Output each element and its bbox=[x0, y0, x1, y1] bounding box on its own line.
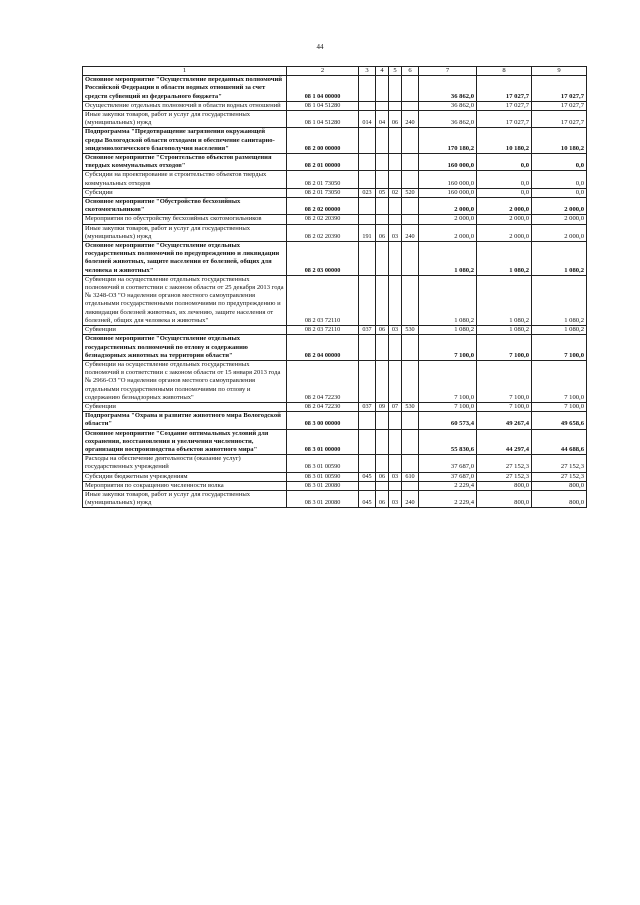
table-row bbox=[83, 101, 587, 110]
row-value-col8: 1 080,2 bbox=[477, 275, 532, 325]
row-value-col7: 160 000,0 bbox=[419, 154, 477, 171]
table-row bbox=[83, 128, 587, 154]
column-header: 3 bbox=[359, 67, 376, 76]
row-value-col9: 2 000,0 bbox=[532, 224, 587, 241]
row-name: Основное мероприятие "Обустройство бесхозяйных скотомогильников" bbox=[83, 198, 287, 215]
row-name: Основное мероприятие "Строительство объектов размещения твердых коммунальных отходов" bbox=[83, 154, 287, 171]
row-section-code bbox=[376, 198, 389, 215]
row-section-code bbox=[376, 412, 389, 429]
row-section-code bbox=[376, 455, 389, 472]
row-section-code: 09 bbox=[376, 402, 389, 411]
row-value-col9: 10 180,2 bbox=[532, 128, 587, 154]
row-expense-type: 520 bbox=[402, 188, 419, 197]
row-code: 08 3 01 00590 bbox=[287, 455, 359, 472]
row-subsection-code bbox=[389, 360, 402, 402]
row-value-col7: 7 100,0 bbox=[419, 360, 477, 402]
column-header: 5 bbox=[389, 67, 402, 76]
row-expense-type bbox=[402, 275, 419, 325]
row-name: Основное мероприятие "Осуществление отдельных государственных полномочий по отлову и содержанию безнадзорных животных на территории области" bbox=[83, 335, 287, 361]
row-ministry-code bbox=[359, 275, 376, 325]
column-header: 4 bbox=[376, 67, 389, 76]
row-ministry-code bbox=[359, 360, 376, 402]
row-subsection-code bbox=[389, 455, 402, 472]
row-code: 08 2 01 00000 bbox=[287, 154, 359, 171]
row-value-col8: 800,0 bbox=[477, 481, 532, 490]
table-row bbox=[83, 275, 587, 325]
row-section-code bbox=[376, 481, 389, 490]
row-code: 08 2 01 73050 bbox=[287, 188, 359, 197]
row-subsection-code: 03 bbox=[389, 490, 402, 507]
row-expense-type bbox=[402, 101, 419, 110]
table-body bbox=[83, 76, 587, 508]
row-name: Субсидии бюджетным учреждениям bbox=[83, 472, 287, 481]
row-expense-type bbox=[402, 335, 419, 361]
row-value-col9: 7 100,0 bbox=[532, 360, 587, 402]
table-row bbox=[83, 188, 587, 197]
row-expense-type bbox=[402, 429, 419, 455]
table-row bbox=[83, 335, 587, 361]
row-ministry-code: 045 bbox=[359, 490, 376, 507]
row-name: Иные закупки товаров, работ и услуг для государственных (муниципальных) нужд bbox=[83, 490, 287, 507]
row-value-col9: 17 027,7 bbox=[532, 76, 587, 102]
row-value-col9: 7 100,0 bbox=[532, 335, 587, 361]
row-code: 08 2 01 73050 bbox=[287, 171, 359, 188]
row-ministry-code bbox=[359, 76, 376, 102]
row-value-col8: 1 080,2 bbox=[477, 242, 532, 276]
row-value-col9: 44 688,6 bbox=[532, 429, 587, 455]
row-code: 08 1 04 51280 bbox=[287, 111, 359, 128]
row-subsection-code bbox=[389, 412, 402, 429]
row-section-code bbox=[376, 335, 389, 361]
row-value-col9: 17 027,7 bbox=[532, 101, 587, 110]
row-value-col7: 60 573,4 bbox=[419, 412, 477, 429]
column-header: 2 bbox=[287, 67, 359, 76]
page-number: 44 bbox=[316, 43, 324, 51]
row-section-code bbox=[376, 154, 389, 171]
row-expense-type bbox=[402, 481, 419, 490]
row-name: Субвенции bbox=[83, 402, 287, 411]
table-row bbox=[83, 198, 587, 215]
row-value-col8: 44 297,4 bbox=[477, 429, 532, 455]
row-value-col7: 2 000,0 bbox=[419, 215, 477, 224]
table-row bbox=[83, 242, 587, 276]
row-name: Иные закупки товаров, работ и услуг для государственных (муниципальных) нужд bbox=[83, 111, 287, 128]
row-subsection-code bbox=[389, 76, 402, 102]
row-section-code bbox=[376, 429, 389, 455]
row-expense-type bbox=[402, 76, 419, 102]
row-section-code bbox=[376, 242, 389, 276]
row-value-col7: 1 080,2 bbox=[419, 242, 477, 276]
row-subsection-code bbox=[389, 242, 402, 276]
row-value-col9: 800,0 bbox=[532, 490, 587, 507]
table-row bbox=[83, 455, 587, 472]
row-ministry-code bbox=[359, 128, 376, 154]
row-ministry-code bbox=[359, 335, 376, 361]
table-row bbox=[83, 224, 587, 241]
row-subsection-code: 03 bbox=[389, 224, 402, 241]
row-expense-type: 240 bbox=[402, 224, 419, 241]
row-ministry-code: 037 bbox=[359, 402, 376, 411]
budget-table bbox=[82, 66, 587, 508]
row-expense-type bbox=[402, 242, 419, 276]
row-value-col8: 17 027,7 bbox=[477, 101, 532, 110]
row-value-col8: 27 152,3 bbox=[477, 472, 532, 481]
row-value-col9: 1 080,2 bbox=[532, 326, 587, 335]
row-name: Субвенции на осуществление отдельных государственных полномочий в соответствии с законом области от 25 декабря 2013 года № 3248-ОЗ "О наделении органов местного самоуправления отдельными государственными полномочиями по предупреждению и ликвидации болезней животных, их лечению, защите населения от болезней, общих для человека и животных" bbox=[83, 275, 287, 325]
row-subsection-code bbox=[389, 215, 402, 224]
column-header: 7 bbox=[419, 67, 477, 76]
table-row bbox=[83, 215, 587, 224]
row-value-col7: 36 862,0 bbox=[419, 111, 477, 128]
row-value-col9: 49 658,6 bbox=[532, 412, 587, 429]
table-row bbox=[83, 481, 587, 490]
row-value-col9: 0,0 bbox=[532, 154, 587, 171]
row-ministry-code bbox=[359, 242, 376, 276]
row-name: Субсидии на проектирование и строительство объектов твердых коммунальных отходов bbox=[83, 171, 287, 188]
row-value-col7: 2 000,0 bbox=[419, 224, 477, 241]
row-name: Основное мероприятие "Осуществление отдельных государственных полномочий по предупреждению и ликвидации болезней животных, защите населения от болезней, общих для человека и животных" bbox=[83, 242, 287, 276]
row-name: Осуществление отдельных полномочий в области водных отношений bbox=[83, 101, 287, 110]
row-name: Подпрограмма "Предотвращение загрязнения окружающей среды Вологодской области отходами и обеспечение санитарно-эпидемиологического благополучия населения" bbox=[83, 128, 287, 154]
row-value-col8: 0,0 bbox=[477, 154, 532, 171]
row-value-col7: 2 229,4 bbox=[419, 490, 477, 507]
row-expense-type bbox=[402, 455, 419, 472]
row-code: 08 3 01 00590 bbox=[287, 472, 359, 481]
row-value-col7: 1 080,2 bbox=[419, 275, 477, 325]
row-ministry-code bbox=[359, 481, 376, 490]
row-value-col7: 2 229,4 bbox=[419, 481, 477, 490]
row-name: Субсидии bbox=[83, 188, 287, 197]
row-ministry-code bbox=[359, 215, 376, 224]
column-header: 1 bbox=[83, 67, 287, 76]
header-row bbox=[83, 67, 587, 76]
row-value-col9: 1 080,2 bbox=[532, 242, 587, 276]
row-name: Мероприятия по сокращению численности волка bbox=[83, 481, 287, 490]
row-value-col8: 2 000,0 bbox=[477, 215, 532, 224]
row-code: 08 2 00 00000 bbox=[287, 128, 359, 154]
row-code: 08 2 03 72110 bbox=[287, 326, 359, 335]
row-value-col7: 160 000,0 bbox=[419, 188, 477, 197]
row-value-col7: 36 862,0 bbox=[419, 101, 477, 110]
row-value-col8: 7 100,0 bbox=[477, 402, 532, 411]
row-expense-type bbox=[402, 171, 419, 188]
row-section-code bbox=[376, 360, 389, 402]
row-code: 08 3 01 20080 bbox=[287, 481, 359, 490]
row-section-code: 06 bbox=[376, 224, 389, 241]
row-subsection-code bbox=[389, 128, 402, 154]
row-code: 08 2 02 20390 bbox=[287, 224, 359, 241]
row-name: Мероприятия по обустройству бесхозяйных скотомогильников bbox=[83, 215, 287, 224]
row-ministry-code bbox=[359, 412, 376, 429]
row-code: 08 2 04 00000 bbox=[287, 335, 359, 361]
row-ministry-code bbox=[359, 154, 376, 171]
row-value-col9: 17 027,7 bbox=[532, 111, 587, 128]
row-ministry-code: 045 bbox=[359, 472, 376, 481]
row-expense-type: 530 bbox=[402, 326, 419, 335]
row-expense-type bbox=[402, 215, 419, 224]
row-expense-type: 610 bbox=[402, 472, 419, 481]
column-header: 8 bbox=[477, 67, 532, 76]
table-row bbox=[83, 76, 587, 102]
table-row bbox=[83, 360, 587, 402]
row-ministry-code: 023 bbox=[359, 188, 376, 197]
row-value-col7: 160 000,0 bbox=[419, 171, 477, 188]
row-code: 08 2 03 00000 bbox=[287, 242, 359, 276]
row-name: Расходы на обеспечение деятельности (оказание услуг) государственных учреждений bbox=[83, 455, 287, 472]
table-row bbox=[83, 412, 587, 429]
row-expense-type: 240 bbox=[402, 490, 419, 507]
row-expense-type bbox=[402, 154, 419, 171]
row-name: Основное мероприятие "Создание оптимальных условий для сохранения, восстановления и увеличения численности, организации воспроизводства объектов животного мира" bbox=[83, 429, 287, 455]
row-value-col7: 7 100,0 bbox=[419, 402, 477, 411]
row-subsection-code bbox=[389, 429, 402, 455]
row-subsection-code: 03 bbox=[389, 326, 402, 335]
row-code: 08 2 04 72230 bbox=[287, 360, 359, 402]
row-value-col9: 1 080,2 bbox=[532, 275, 587, 325]
row-value-col9: 2 000,0 bbox=[532, 215, 587, 224]
row-value-col9: 7 100,0 bbox=[532, 402, 587, 411]
column-header: 6 bbox=[402, 67, 419, 76]
row-section-code bbox=[376, 101, 389, 110]
row-subsection-code bbox=[389, 198, 402, 215]
row-value-col7: 7 100,0 bbox=[419, 335, 477, 361]
table-row bbox=[83, 402, 587, 411]
row-expense-type bbox=[402, 360, 419, 402]
row-name: Основное мероприятие "Осуществление переданных полномочий Российской Федерации в области водных отношений за счет средств субвенций из федерального бюджета" bbox=[83, 76, 287, 102]
row-code: 08 3 00 00000 bbox=[287, 412, 359, 429]
row-subsection-code bbox=[389, 154, 402, 171]
row-value-col8: 2 000,0 bbox=[477, 224, 532, 241]
row-ministry-code bbox=[359, 455, 376, 472]
row-code: 08 2 02 20390 bbox=[287, 215, 359, 224]
row-name: Подпрограмма "Охрана и развитие животного мира Вологодской области" bbox=[83, 412, 287, 429]
row-value-col8: 800,0 bbox=[477, 490, 532, 507]
row-value-col8: 27 152,3 bbox=[477, 455, 532, 472]
row-value-col8: 49 267,4 bbox=[477, 412, 532, 429]
row-value-col7: 37 687,0 bbox=[419, 455, 477, 472]
row-value-col9: 800,0 bbox=[532, 481, 587, 490]
row-name: Субвенции bbox=[83, 326, 287, 335]
row-ministry-code bbox=[359, 171, 376, 188]
row-subsection-code bbox=[389, 171, 402, 188]
table-row bbox=[83, 326, 587, 335]
row-subsection-code: 03 bbox=[389, 472, 402, 481]
row-ministry-code bbox=[359, 101, 376, 110]
row-value-col8: 1 080,2 bbox=[477, 326, 532, 335]
row-name: Субвенции на осуществление отдельных государственных полномочий в соответствии с законом области от 15 января 2013 года № 2966-ОЗ "О наделении органов местного самоуправления отдельными государственными полномочиями по отлову и содержанию безнадзорных животных" bbox=[83, 360, 287, 402]
table-row bbox=[83, 429, 587, 455]
row-code: 08 1 04 51280 bbox=[287, 101, 359, 110]
row-value-col7: 36 862,0 bbox=[419, 76, 477, 102]
table-row bbox=[83, 154, 587, 171]
row-section-code bbox=[376, 76, 389, 102]
row-expense-type bbox=[402, 412, 419, 429]
row-subsection-code bbox=[389, 101, 402, 110]
row-subsection-code bbox=[389, 335, 402, 361]
row-section-code: 06 bbox=[376, 326, 389, 335]
row-code: 08 2 02 00000 bbox=[287, 198, 359, 215]
row-value-col8: 0,0 bbox=[477, 188, 532, 197]
row-value-col8: 2 000,0 bbox=[477, 198, 532, 215]
row-expense-type: 240 bbox=[402, 111, 419, 128]
row-section-code: 05 bbox=[376, 188, 389, 197]
row-section-code: 06 bbox=[376, 472, 389, 481]
row-ministry-code: 191 bbox=[359, 224, 376, 241]
row-value-col7: 1 080,2 bbox=[419, 326, 477, 335]
row-name: Иные закупки товаров, работ и услуг для государственных (муниципальных) нужд bbox=[83, 224, 287, 241]
row-code: 08 2 03 72110 bbox=[287, 275, 359, 325]
row-expense-type bbox=[402, 198, 419, 215]
column-header: 9 bbox=[532, 67, 587, 76]
row-ministry-code: 037 bbox=[359, 326, 376, 335]
row-value-col9: 2 000,0 bbox=[532, 198, 587, 215]
row-value-col7: 170 180,2 bbox=[419, 128, 477, 154]
table-row bbox=[83, 111, 587, 128]
row-section-code bbox=[376, 128, 389, 154]
row-subsection-code bbox=[389, 481, 402, 490]
row-subsection-code bbox=[389, 275, 402, 325]
row-code: 08 2 04 72230 bbox=[287, 402, 359, 411]
row-section-code bbox=[376, 275, 389, 325]
row-value-col8: 7 100,0 bbox=[477, 360, 532, 402]
row-ministry-code bbox=[359, 429, 376, 455]
row-section-code bbox=[376, 171, 389, 188]
row-value-col9: 27 152,3 bbox=[532, 472, 587, 481]
row-value-col8: 17 027,7 bbox=[477, 76, 532, 102]
row-value-col7: 37 687,0 bbox=[419, 472, 477, 481]
row-subsection-code: 07 bbox=[389, 402, 402, 411]
row-value-col8: 10 180,2 bbox=[477, 128, 532, 154]
table-row bbox=[83, 490, 587, 507]
row-value-col9: 0,0 bbox=[532, 188, 587, 197]
table-row bbox=[83, 171, 587, 188]
row-ministry-code: 014 bbox=[359, 111, 376, 128]
row-value-col7: 55 830,6 bbox=[419, 429, 477, 455]
row-subsection-code: 06 bbox=[389, 111, 402, 128]
row-section-code: 04 bbox=[376, 111, 389, 128]
row-code: 08 3 01 20080 bbox=[287, 490, 359, 507]
row-value-col8: 0,0 bbox=[477, 171, 532, 188]
row-value-col8: 7 100,0 bbox=[477, 335, 532, 361]
row-section-code: 06 bbox=[376, 490, 389, 507]
table-row bbox=[83, 472, 587, 481]
row-code: 08 1 04 00000 bbox=[287, 76, 359, 102]
row-expense-type bbox=[402, 128, 419, 154]
row-expense-type: 530 bbox=[402, 402, 419, 411]
row-ministry-code bbox=[359, 198, 376, 215]
row-value-col9: 27 152,3 bbox=[532, 455, 587, 472]
row-code: 08 3 01 00000 bbox=[287, 429, 359, 455]
row-value-col7: 2 000,0 bbox=[419, 198, 477, 215]
row-subsection-code: 02 bbox=[389, 188, 402, 197]
row-value-col8: 17 027,7 bbox=[477, 111, 532, 128]
row-section-code bbox=[376, 215, 389, 224]
row-value-col9: 0,0 bbox=[532, 171, 587, 188]
